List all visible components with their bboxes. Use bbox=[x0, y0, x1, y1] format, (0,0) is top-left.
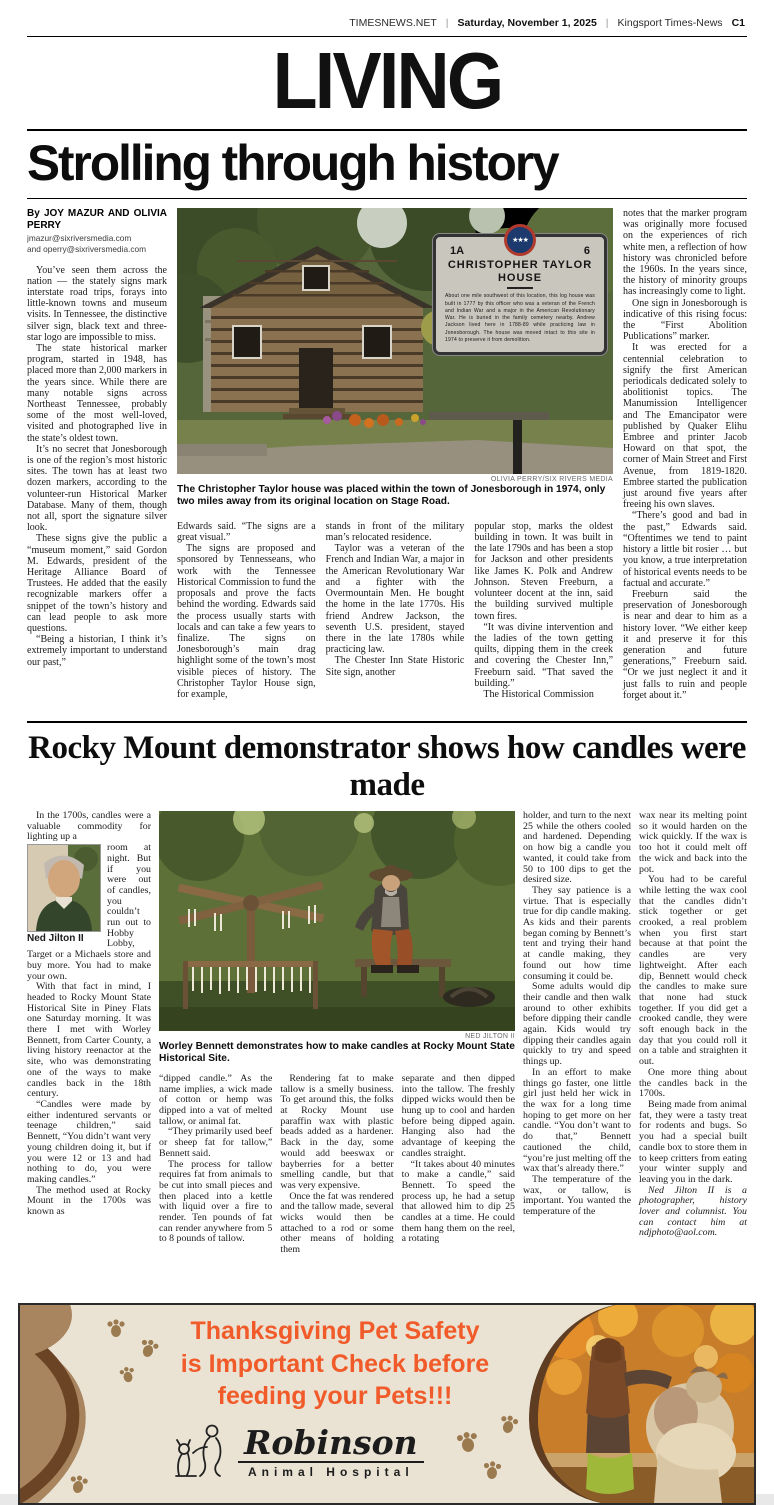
marker-title bbox=[436, 259, 604, 284]
paragraph: “Being a historian, I think it’s extremely important to understand our past,” bbox=[27, 634, 167, 668]
tennessee-tristar-icon: ★★★ bbox=[504, 224, 536, 256]
ad-line-1: Thanksgiving Pet Safety bbox=[190, 1317, 480, 1345]
paragraph: Edwards said. “The signs are a great visual.” bbox=[177, 520, 316, 544]
paragraph: In an effort to make things go faster, one little girl just held her wick in the wax for a long time hoping to get more on her candle. “You don’t want to do that,” Bennett cautioned the child, “you’re just melting off the wax that’s already there.” bbox=[523, 1066, 631, 1175]
photo2-credit: NED JILTON II bbox=[465, 1033, 515, 1040]
paragraph: Freeburn said the preservation of Jonesborough is near and dear to him as a history lover. “We either keep it and preserve it for this generation and future generations,” Freeburn said. “Or we just neglect it and it just falls to ruin and people forget about it.” bbox=[623, 588, 747, 701]
logo-name: Robinson bbox=[238, 1426, 424, 1463]
article1-col5-text bbox=[623, 208, 747, 701]
paragraph: The state historical marker program, started in 1948, has placed more than 2,000 markers in the years since. While there are many notable signs across Northeast Tennessee, probably some of the most well-loved, visited and photographed live in the state’s oldest town. bbox=[27, 342, 167, 444]
paragraph: The temperature of the wax, or tallow, is important. You wanted the temperature of the bbox=[523, 1173, 631, 1218]
article1-byline-emails bbox=[27, 233, 167, 255]
photo1-caption: The Christopher Taylor house was placed within the town of Jonesborough in 1974, only two miles away from its original location on Stage Road. bbox=[177, 484, 606, 508]
section-title: LIVING bbox=[272, 36, 502, 125]
paragraph: “dipped candle.” As the name implies, a wick made of cotton or hemp was dipped into a vat of melted tallow, or animal fat. bbox=[159, 1072, 273, 1127]
candle-photo-illustration bbox=[159, 811, 515, 1031]
marker-title-line2: HOUSE bbox=[497, 271, 543, 284]
article2-intro: In the 1700s, candles were a valuable commodity for lighting up a bbox=[27, 811, 151, 843]
paragraph: It was erected for a centennial celebration to signify the first American periodicals dedicated solely to abolitionist topics. The Manumission Intelligencer and The Emancipator were published by Quaker Elihu Embree and printer Jacob Howard on that spot, the corner of Main Street and First Avenue, from 1819-1820. Embree started the publication just around five years after freeing his own slaves. bbox=[623, 342, 747, 511]
article2-col3-text bbox=[280, 1074, 393, 1256]
marker-title-line1: CHRISTOPHER TAYLOR bbox=[447, 259, 593, 271]
masthead bbox=[27, 0, 747, 37]
article1-byline: By JOY MAZUR AND OLIVIA PERRY bbox=[27, 208, 167, 231]
paragraph: notes that the marker program was originally more focused on the experiences of rich white men, a reflection of how history was chronicled before the 1960s. In the years since, the history of minority groups has increasingly come to light. bbox=[623, 208, 747, 298]
paragraph: Being made from animal fat, they were a tasty treat for rodents and bugs. So you had a special built candle box to store them in to keep critters from eating your winter supply and leaving you in the dark. bbox=[639, 1098, 747, 1185]
paragraph: You’ve seen them across the nation — the stately signs mark interstate road trips, forays into little-known towns and museum visits. In Tennessee, the distinctive silver sign, black text and three-star logo are impossible to miss. bbox=[27, 264, 167, 343]
paragraph: One more thing about the candles back in the 1700s. bbox=[639, 1066, 747, 1100]
masthead-page-number: C1 bbox=[731, 17, 745, 29]
paragraph: They say patience is a virtue. That is especially true for dip candle making. As kids and their parents began coming by Bennett’s tent and trying their hand at candle making, they found out how time consuming it could be. bbox=[523, 884, 631, 982]
paragraph: One sign in Jonesborough is indicative of this rising focus: the “First Abolition Publications” marker. bbox=[623, 297, 747, 343]
masthead-site: TIMESNEWS.NET bbox=[349, 17, 437, 29]
paragraph: Some adults would dip their candle and then walk around to other exhibits before dipping their candle again. Kids would try dipping their candles again quickly to try and speed things up. bbox=[523, 981, 631, 1068]
paragraph: Taylor was a veteran of the French and Indian War, a major in the American Revolutionary War and a fighter with the Overmountain Men. He bought the home in the late 1770s. His friend Andrew Jackson, the seventh U.S. president, stayed there in the late 1780s while practicing law. bbox=[325, 543, 465, 656]
paragraph: The Historical Commission bbox=[483, 688, 594, 700]
pet-safety-advertisement bbox=[18, 1303, 756, 1505]
paragraph: The process for tallow requires fat from animals to be cut into small pieces and then placed into a kettle with liquid over a fire to render. Ten pounds of fat can render anywhere from 5 to 8 pounds of tallow. bbox=[159, 1158, 273, 1245]
paragraph: The signs are proposed and sponsored by Tennesseans, who work with the Tennessee Historical Commission to fund the proposals and prove the facts behind the wording. Edwards said the process usually starts with locals and can take a few years to finalize. The signs on Jonesborough’s main drag highlight some of the town’s most visible pieces of history. The Christopher Taylor House sign, for example, bbox=[177, 543, 316, 700]
paragraph: “Candles were made by either indentured servants or teenage children,” said Bennett, “You didn’t want very young children doing it, but if you were 12 or 13 and had nothing to do, you were making candles.” bbox=[27, 1098, 151, 1185]
photo-candle-making bbox=[159, 811, 515, 1031]
article2-column-6 bbox=[639, 811, 747, 1293]
article2-column-5 bbox=[523, 811, 631, 1293]
masthead-date: Saturday, November 1, 2025 bbox=[457, 17, 597, 29]
article2-col2-text bbox=[159, 1074, 272, 1256]
divider-rule bbox=[27, 129, 747, 131]
article2-body bbox=[27, 811, 747, 1293]
paragraph: wax near its melting point so it would harden on the wick quickly. If the wax is too hot it could melt off the wick and back into the pot. bbox=[639, 811, 747, 875]
ad-text-block bbox=[130, 1315, 540, 1413]
photo1-credit: OLIVIA PERRY/SIX RIVERS MEDIA bbox=[490, 476, 613, 483]
paragraph: “It was divine intervention and the ladies of the town getting quilts, dipping them in the creek and covering the Chester Inn,” Freeburn said. “That saved the building.” bbox=[474, 621, 614, 689]
paragraph: Once the fat was rendered and the tallow made, several wicks would then be attached to a rod or some other means of holding them bbox=[280, 1190, 394, 1256]
article2-middle-columns bbox=[159, 1074, 515, 1256]
article2-headline: Rocky Mount demonstrator shows how candles were made bbox=[28, 730, 746, 803]
article1-middle bbox=[177, 208, 613, 716]
article1-col3-text bbox=[326, 521, 465, 700]
paragraph: stands in front of the military man’s relocated residence. bbox=[325, 520, 465, 544]
paragraph: separate and then dipped into the tallow. The freshly dipped wicks would then be hung up to cool and harden before being dipped again. Hanging also had the advantage of keeping the candles straight. bbox=[401, 1072, 515, 1159]
paragraph: You had to be careful while letting the wax cool that the candles didn’t stick together or get crooked, a real problem when you first start because at that point the candles are very lightweight. After each dip, Bennett would check the candles to make sure that none had stuck together. If you did get a crooked candle, they were soft enough back in the day that you could roll it on a table and straighten it out. bbox=[639, 874, 747, 1068]
columnist-tagline: Ned Jilton II is a photographer, history lover and columnist. You can contact him at ndjphoto@aol.com. bbox=[639, 1184, 747, 1239]
articles-divider-rule bbox=[27, 721, 747, 723]
article2-middle bbox=[159, 811, 515, 1293]
article1-col1-text bbox=[27, 265, 167, 668]
paragraph: “It takes about 40 minutes to make a candle,” said Bennett. To speed the process up, he had a setup that allowed him to dip 25 candles at a time. He could them hang them on the reel, a rotating bbox=[401, 1158, 515, 1245]
article2-col4-text bbox=[402, 1074, 515, 1256]
article1-middle-columns bbox=[177, 521, 613, 700]
article1-col4-text bbox=[474, 521, 613, 700]
paragraph: With that fact in mind, I headed to Rocky Mount State Historical Site in Piney Flats one Saturday morning. It was there I met with Worley Bennett, from Carter County, a living history reenactor at the site, who was demonstrating one of the ways to make candles back in the 18th century. bbox=[27, 981, 151, 1100]
article2-col5-text bbox=[523, 811, 631, 1218]
byline-email-2: and operry@sixriversmedia.com bbox=[27, 243, 147, 254]
ad-photo-illustration bbox=[538, 1303, 756, 1505]
paragraph: Rendering fat to make tallow is a smelly business. To get around this, the folks at Rocky Mount use paraffin wax with plastic beads added as a hardener. Back in the day, some would add beeswax or bayberries for a better smelling candle, but that was very expensive. bbox=[280, 1072, 394, 1191]
article2-column-1 bbox=[27, 811, 151, 1293]
article1-col2-text bbox=[177, 521, 316, 700]
photo-christopher-taylor-house bbox=[177, 208, 613, 474]
paragraph: “There’s good and bad in the past,” Edwards said. “Oftentimes we tend to paint history a little bit rosier … but you know, a true interpretation of historical events needs to be factual and accurate.” bbox=[623, 510, 747, 589]
mugshot-caption: Ned Jilton II bbox=[27, 933, 84, 945]
masthead-separator: | bbox=[445, 17, 449, 29]
article1-column-5 bbox=[623, 208, 747, 716]
masthead-separator: | bbox=[605, 17, 609, 29]
marker-code-left: 1A bbox=[450, 245, 465, 257]
paragraph: The Chester Inn State Historic Site sign, another bbox=[325, 655, 465, 678]
article1-body bbox=[27, 208, 747, 716]
paragraph: It’s no secret that Jonesborough is one of the region’s most historic sites. The town has at least two dozen markers, according to the volunteer-run Historical Marker Database. Many of them, though not all, sport the signature silver look. bbox=[27, 443, 167, 534]
article1-column-1 bbox=[27, 208, 167, 716]
paragraph: holder, and turn to the next 25 while the others cooled and hardened. Depending on how big a candle you wanted, it could take from 50 to 100 dips to get the desired size. bbox=[523, 811, 631, 886]
article2-col6-text bbox=[639, 811, 747, 1186]
divider-rule bbox=[27, 198, 747, 199]
columnist-mugshot-photo bbox=[27, 844, 101, 932]
paragraph: popular stop, marks the oldest building in town. It was built in the late 1790s and has been a stop for Jackson and other presidents like James K. Polk and Andrew Johnson. Steven Freeburn, a volunteer docent at the inn, said the building survived multiple town fires. bbox=[474, 520, 614, 622]
ad-photo-girl-and-dog bbox=[529, 1303, 756, 1505]
person-and-dog-icon bbox=[170, 1423, 232, 1479]
marker-body-text: About one mile southwest of this location, this log house was built in 1777 by this officer who was a veteran of the French and Indian War and a major in the American Revolutionary War. He is buried in the family cemetery nearby. Andrew Jackson lived here in 1788-89 while practicing law in Jonesborough. The house was moved intact to this site in 1974 to preserve it from demolition. bbox=[445, 293, 595, 343]
ad-line-2: is Important Check before bbox=[180, 1349, 490, 1378]
robinson-animal-hospital-logo bbox=[170, 1423, 424, 1479]
masthead-paper-name: Kingsport Times-News bbox=[617, 17, 723, 29]
photo2-caption: Worley Bennett demonstrates how to make candles at Rocky Mount State Historical Site. bbox=[159, 1041, 515, 1065]
marker-ornament bbox=[507, 287, 533, 289]
article1-headline: Strolling through history bbox=[27, 135, 558, 191]
paragraph: The method used at Rocky Mount in the 1700s was known as bbox=[27, 1184, 151, 1218]
ad-line-3: feeding your Pets!!! bbox=[217, 1382, 453, 1410]
marker-post bbox=[513, 420, 522, 474]
logo-text bbox=[238, 1423, 424, 1479]
logo-subtitle: Animal Hospital bbox=[247, 1465, 414, 1479]
historical-marker-sign bbox=[433, 234, 607, 355]
columnist-mugshot-box bbox=[27, 844, 101, 945]
byline-email-1: jmazur@sixriversmedia.com bbox=[27, 233, 132, 243]
paragraph: These signs give the public a “museum moment,” said Gordon M. Edwards, president of the Heritage Alliance Board of Trustees. He added that the easily recognizable markers offer a snippet of the town’s history and can lead people to ask more questions. bbox=[27, 533, 167, 635]
paragraph: “They primarily used beef or sheep fat for tallow,” Bennett said. bbox=[159, 1126, 273, 1159]
marker-code-right: 6 bbox=[583, 245, 590, 257]
paragraph: room at night. But if you were out of candles, you couldn’t run out to Hobby Lobby, Target or a Michaels store and buy more. You had to make your own. bbox=[27, 842, 151, 982]
mugshot-illustration bbox=[28, 845, 100, 931]
